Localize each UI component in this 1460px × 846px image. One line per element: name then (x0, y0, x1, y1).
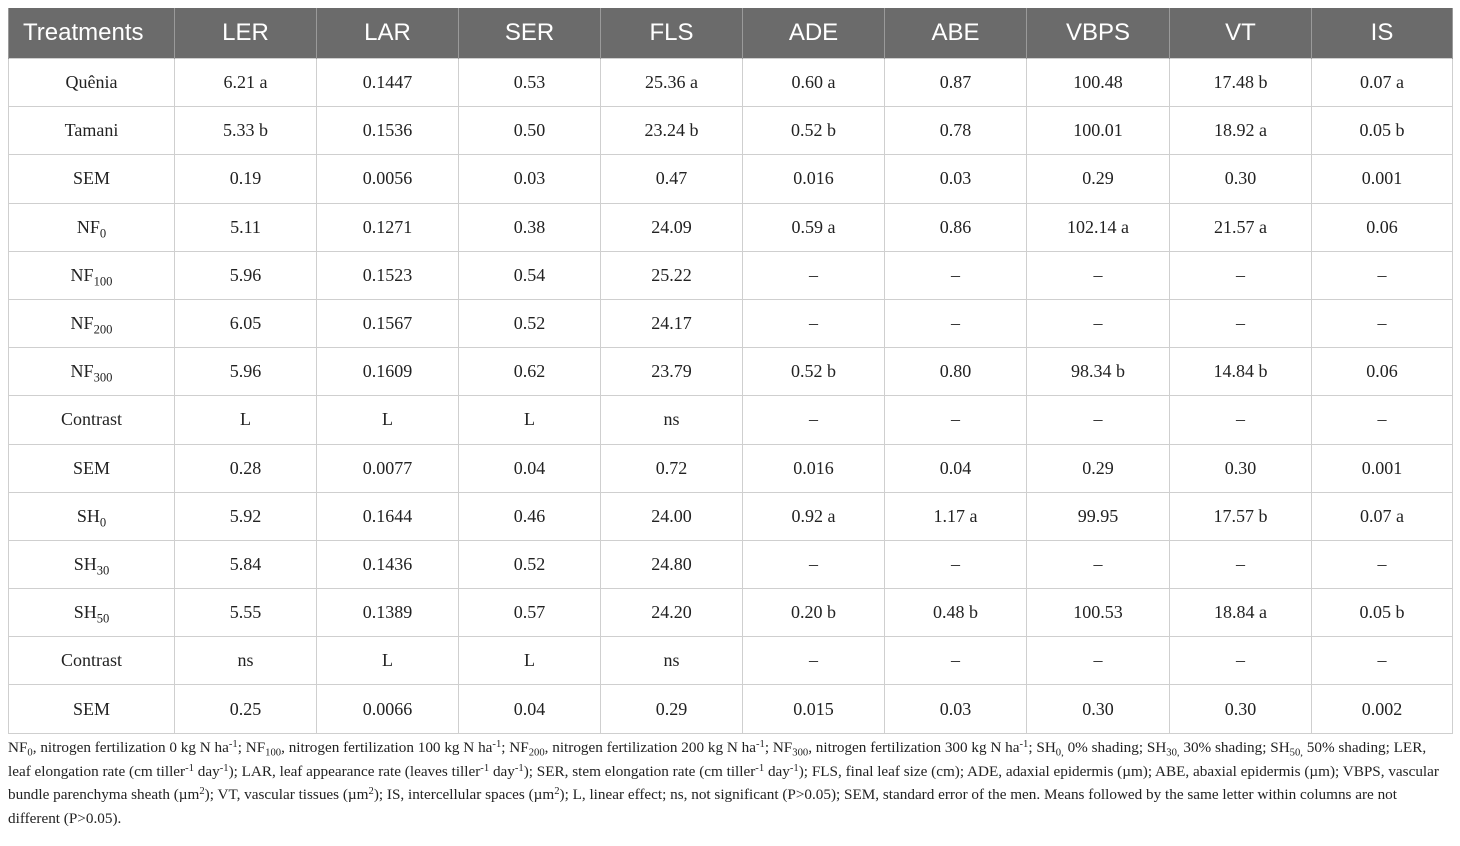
table-cell: 0.0077 (317, 444, 459, 492)
results-table (8, 8, 1453, 734)
table-cell: 6.21 a (175, 59, 317, 107)
table-cell: – (1312, 637, 1453, 685)
row-label (9, 444, 175, 492)
footnote-segment: , nitrogen fertilization 200 kg N ha (544, 739, 756, 756)
footnote-segment: -1 (185, 762, 194, 774)
row-label-text: Tamani (64, 120, 119, 141)
table-cell: 0.1536 (317, 107, 459, 155)
footnote-segment: , nitrogen fertilization 100 kg N ha (281, 739, 493, 756)
table-cell: ns (601, 396, 743, 444)
table-cell: 0.52 b (743, 348, 885, 396)
footnote-segment: 0 (27, 747, 33, 759)
footnote-segment: -1 (219, 762, 229, 774)
row-label-text: SH (73, 602, 97, 623)
table-row (9, 348, 1453, 396)
row-label (9, 348, 175, 396)
footnote-segment: ); L, linear effect; ns, not significant (P>0.05); SEM, standard error of the men. Means followed by the same letter within columns are not different (P>0.05). (8, 786, 1397, 827)
table-cell: 0.53 (459, 59, 601, 107)
table-cell: – (1170, 299, 1312, 347)
row-label-text: NF (70, 264, 94, 285)
table-cell: – (1312, 299, 1453, 347)
table-cell: – (1312, 396, 1453, 444)
table-cell: 0.1609 (317, 348, 459, 396)
header-row (9, 8, 1453, 59)
table-cell: – (1027, 299, 1170, 347)
table-cell: – (1312, 540, 1453, 588)
table-cell: – (885, 299, 1027, 347)
table-cell: – (885, 251, 1027, 299)
table-header (9, 8, 1453, 59)
table-cell: 5.84 (175, 540, 317, 588)
table-cell: – (1027, 251, 1170, 299)
table-cell: 0.30 (1170, 444, 1312, 492)
table-cell: 98.34 b (1027, 348, 1170, 396)
table-cell: 0.86 (885, 203, 1027, 251)
table-cell: 0.19 (175, 155, 317, 203)
table-cell: 0.05 b (1312, 107, 1453, 155)
table-cell: 0.03 (885, 685, 1027, 733)
table-cell: 0.03 (885, 155, 1027, 203)
table-cell: 1.17 a (885, 492, 1027, 540)
table-cell: ns (175, 637, 317, 685)
table-cell: 0.1436 (317, 540, 459, 588)
table-cell: 24.00 (601, 492, 743, 540)
row-label (9, 203, 175, 251)
row-label (9, 299, 175, 347)
column-header: LER (175, 8, 317, 59)
table-cell: – (743, 299, 885, 347)
footnote-segment: ); VT, vascular tissues (µm (204, 786, 369, 803)
table-cell: 0.92 a (743, 492, 885, 540)
column-header: ADE (743, 8, 885, 59)
table-cell: 0.50 (459, 107, 601, 155)
table-cell: 18.92 a (1170, 107, 1312, 155)
table-cell: 17.48 b (1170, 59, 1312, 107)
table-cell: 0.04 (459, 685, 601, 733)
table-cell: 0.47 (601, 155, 743, 203)
footnote-segment: 100 (265, 747, 282, 759)
table-cell: 0.25 (175, 685, 317, 733)
footnote-segment: -1 (492, 739, 502, 751)
table-row (9, 589, 1453, 637)
footnote-segment: , nitrogen fertilization 300 kg N ha (808, 739, 1020, 756)
table-row (9, 251, 1453, 299)
table-cell: 0.1567 (317, 299, 459, 347)
table-cell: 0.48 b (885, 589, 1027, 637)
table-cell: – (1027, 637, 1170, 685)
row-label-subscript: 300 (93, 370, 113, 385)
table-cell: L (459, 637, 601, 685)
table-cell: L (175, 396, 317, 444)
row-label (9, 396, 175, 444)
footnote-segment: 0% shading; SH (1063, 739, 1167, 756)
table-cell: 0.03 (459, 155, 601, 203)
table-cell: 0.1389 (317, 589, 459, 637)
row-label-subscript: 100 (93, 274, 113, 289)
footnote-segment: 2 (368, 786, 374, 798)
footnote-segment: ); IS, intercellular spaces (µm (373, 786, 555, 803)
table-cell: – (1170, 540, 1312, 588)
row-label (9, 589, 175, 637)
table-cell: 99.95 (1027, 492, 1170, 540)
table-cell: 0.29 (601, 685, 743, 733)
table-cell: 5.96 (175, 348, 317, 396)
table-body (9, 59, 1453, 734)
column-header: SER (459, 8, 601, 59)
row-label-subscript: 200 (93, 322, 113, 337)
row-label (9, 251, 175, 299)
table-cell: 0.0066 (317, 685, 459, 733)
table-cell: 23.24 b (601, 107, 743, 155)
table-cell: 0.59 a (743, 203, 885, 251)
table-cell: 25.36 a (601, 59, 743, 107)
column-header: VT (1170, 8, 1312, 59)
table-cell: 5.55 (175, 589, 317, 637)
table-cell: 100.53 (1027, 589, 1170, 637)
row-label-subscript: 0 (99, 226, 107, 241)
table-cell: 0.20 b (743, 589, 885, 637)
footnote-segment: ; NF (501, 739, 529, 756)
table-row (9, 299, 1453, 347)
row-label-subscript: 0 (99, 515, 107, 530)
table-cell: 0.04 (459, 444, 601, 492)
footnote-segment: NF (8, 739, 28, 756)
table-cell: 0.1271 (317, 203, 459, 251)
table-cell: 0.54 (459, 251, 601, 299)
table-cell: 24.80 (601, 540, 743, 588)
footnote-segment: 50% shading; LER, leaf elongation rate (cm tiller (8, 739, 1427, 780)
footnote-segment: -1 (789, 762, 799, 774)
table-cell: – (743, 396, 885, 444)
row-label (9, 637, 175, 685)
table-footnote (8, 736, 1452, 830)
footnote-segment: 200 (528, 747, 545, 759)
table-cell: 14.84 b (1170, 348, 1312, 396)
table-cell: 0.05 b (1312, 589, 1453, 637)
table-cell: 23.79 (601, 348, 743, 396)
table-cell: – (743, 251, 885, 299)
table-cell: 0.07 a (1312, 492, 1453, 540)
row-label-subscript: 30 (96, 563, 110, 578)
row-label (9, 540, 175, 588)
row-label (9, 107, 175, 155)
table-cell: – (1170, 637, 1312, 685)
table-cell: 0.1523 (317, 251, 459, 299)
table-cell: L (317, 637, 459, 685)
table-cell: 100.01 (1027, 107, 1170, 155)
row-label-text: Contrast (61, 650, 122, 671)
table-cell: 0.29 (1027, 444, 1170, 492)
footnote-segment: 2 (554, 786, 560, 798)
table-cell: 21.57 a (1170, 203, 1312, 251)
footnote-segment: -1 (228, 739, 238, 751)
row-label-text: Quênia (65, 72, 118, 93)
table-cell: L (459, 396, 601, 444)
table-row (9, 637, 1453, 685)
footnote-segment: ); FLS, final leaf size (cm); ADE, adaxial epidermis (µm); ABE, abaxial epidermis (µm); VBPS, vascular bundle parenchyma sheath (µm (8, 762, 1439, 803)
table-cell: 0.001 (1312, 444, 1453, 492)
table-cell: – (743, 637, 885, 685)
footnote-segment: -1 (755, 762, 765, 774)
table-cell: 25.22 (601, 251, 743, 299)
footnote-segment: ; SH (1028, 739, 1056, 756)
table-row (9, 203, 1453, 251)
table-cell: 0.30 (1170, 685, 1312, 733)
table-cell: 0.46 (459, 492, 601, 540)
table-cell: – (885, 396, 1027, 444)
table-row (9, 540, 1453, 588)
footnote-segment: 2 (199, 786, 205, 798)
footnote-segment: 50, (1289, 747, 1303, 759)
row-label (9, 492, 175, 540)
table-cell: 0.1644 (317, 492, 459, 540)
table-cell: 24.20 (601, 589, 743, 637)
table-cell: 0.30 (1170, 155, 1312, 203)
results-table-container (8, 8, 1452, 734)
row-label-text: SH (76, 505, 100, 526)
table-cell: – (743, 540, 885, 588)
table-cell: – (885, 540, 1027, 588)
table-cell: 0.38 (459, 203, 601, 251)
footnote-segment: 30% shading; SH (1179, 739, 1290, 756)
row-label (9, 685, 175, 733)
table-cell: – (1027, 540, 1170, 588)
footnote-segment: 30, (1166, 747, 1180, 759)
table-cell: 17.57 b (1170, 492, 1312, 540)
table-cell: 0.87 (885, 59, 1027, 107)
table-cell: 0.0056 (317, 155, 459, 203)
table-cell: 0.29 (1027, 155, 1170, 203)
table-row (9, 107, 1453, 155)
table-cell: 0.60 a (743, 59, 885, 107)
table-cell: 5.11 (175, 203, 317, 251)
row-label-text: SEM (72, 168, 110, 189)
row-label-text: SEM (72, 457, 110, 478)
column-header: VBPS (1027, 8, 1170, 59)
table-cell: 5.92 (175, 492, 317, 540)
footnote-segment: 0, (1055, 747, 1064, 759)
table-cell: – (1170, 251, 1312, 299)
row-label-text: NF (76, 216, 100, 237)
table-row (9, 444, 1453, 492)
table-row (9, 685, 1453, 733)
table-cell: 18.84 a (1170, 589, 1312, 637)
table-cell: 0.78 (885, 107, 1027, 155)
table-cell: – (1170, 396, 1312, 444)
table-cell: 0.72 (601, 444, 743, 492)
footnote-segment: ; NF (237, 739, 266, 756)
table-cell: 0.52 (459, 540, 601, 588)
footnote-segment: -1 (514, 762, 524, 774)
table-cell: 0.1447 (317, 59, 459, 107)
table-row (9, 155, 1453, 203)
row-label (9, 59, 175, 107)
row-label-text: SH (73, 553, 97, 574)
table-cell: 0.06 (1312, 203, 1453, 251)
table-cell: 0.06 (1312, 348, 1453, 396)
table-cell: 5.33 b (175, 107, 317, 155)
footnote-segment: , nitrogen fertilization 0 kg N ha (32, 739, 229, 756)
table-cell: ns (601, 637, 743, 685)
table-cell: 0.52 b (743, 107, 885, 155)
table-cell: 0.62 (459, 348, 601, 396)
table-cell: 0.015 (743, 685, 885, 733)
footnote-segment: -1 (1019, 739, 1029, 751)
footnote-segment: day (764, 762, 790, 780)
table-cell: 0.30 (1027, 685, 1170, 733)
table-cell: – (885, 637, 1027, 685)
row-label-text: SEM (72, 698, 110, 719)
table-cell: – (1312, 251, 1453, 299)
table-cell: 0.28 (175, 444, 317, 492)
footnote-segment: ); SER, stem elongation rate (cm tiller (523, 762, 756, 780)
table-row (9, 492, 1453, 540)
table-cell: 0.57 (459, 589, 601, 637)
footnote-segment: 300 (792, 747, 809, 759)
table-cell: 6.05 (175, 299, 317, 347)
table-row (9, 59, 1453, 107)
table-cell: 0.04 (885, 444, 1027, 492)
table-cell: – (1027, 396, 1170, 444)
row-label-text: Contrast (61, 409, 122, 430)
column-header: LAR (317, 8, 459, 59)
table-cell: 5.96 (175, 251, 317, 299)
column-header: Treatments (9, 8, 175, 59)
table-cell: 0.07 a (1312, 59, 1453, 107)
table-cell: 24.09 (601, 203, 743, 251)
table-cell: 0.80 (885, 348, 1027, 396)
row-label-text: NF (70, 361, 94, 382)
footnote-segment: ); LAR, leaf appearance rate (leaves tiller (228, 762, 481, 780)
footnote-segment: -1 (480, 762, 490, 774)
table-cell: L (317, 396, 459, 444)
table-cell: 0.001 (1312, 155, 1453, 203)
column-header: FLS (601, 8, 743, 59)
table-cell: 0.002 (1312, 685, 1453, 733)
table-cell: 0.016 (743, 155, 885, 203)
table-cell: 100.48 (1027, 59, 1170, 107)
table-cell: 24.17 (601, 299, 743, 347)
footnote-segment: day (193, 762, 220, 780)
column-header: IS (1312, 8, 1453, 59)
footnote-segment: ; NF (764, 739, 793, 756)
row-label (9, 155, 175, 203)
table-cell: 102.14 a (1027, 203, 1170, 251)
table-cell: 0.52 (459, 299, 601, 347)
row-label-text: NF (70, 313, 94, 334)
row-label-subscript: 50 (96, 611, 110, 626)
footnote-segment: -1 (755, 739, 765, 751)
column-header: ABE (885, 8, 1027, 59)
table-cell: 0.016 (743, 444, 885, 492)
table-row (9, 396, 1453, 444)
footnote-segment: day (489, 762, 515, 780)
